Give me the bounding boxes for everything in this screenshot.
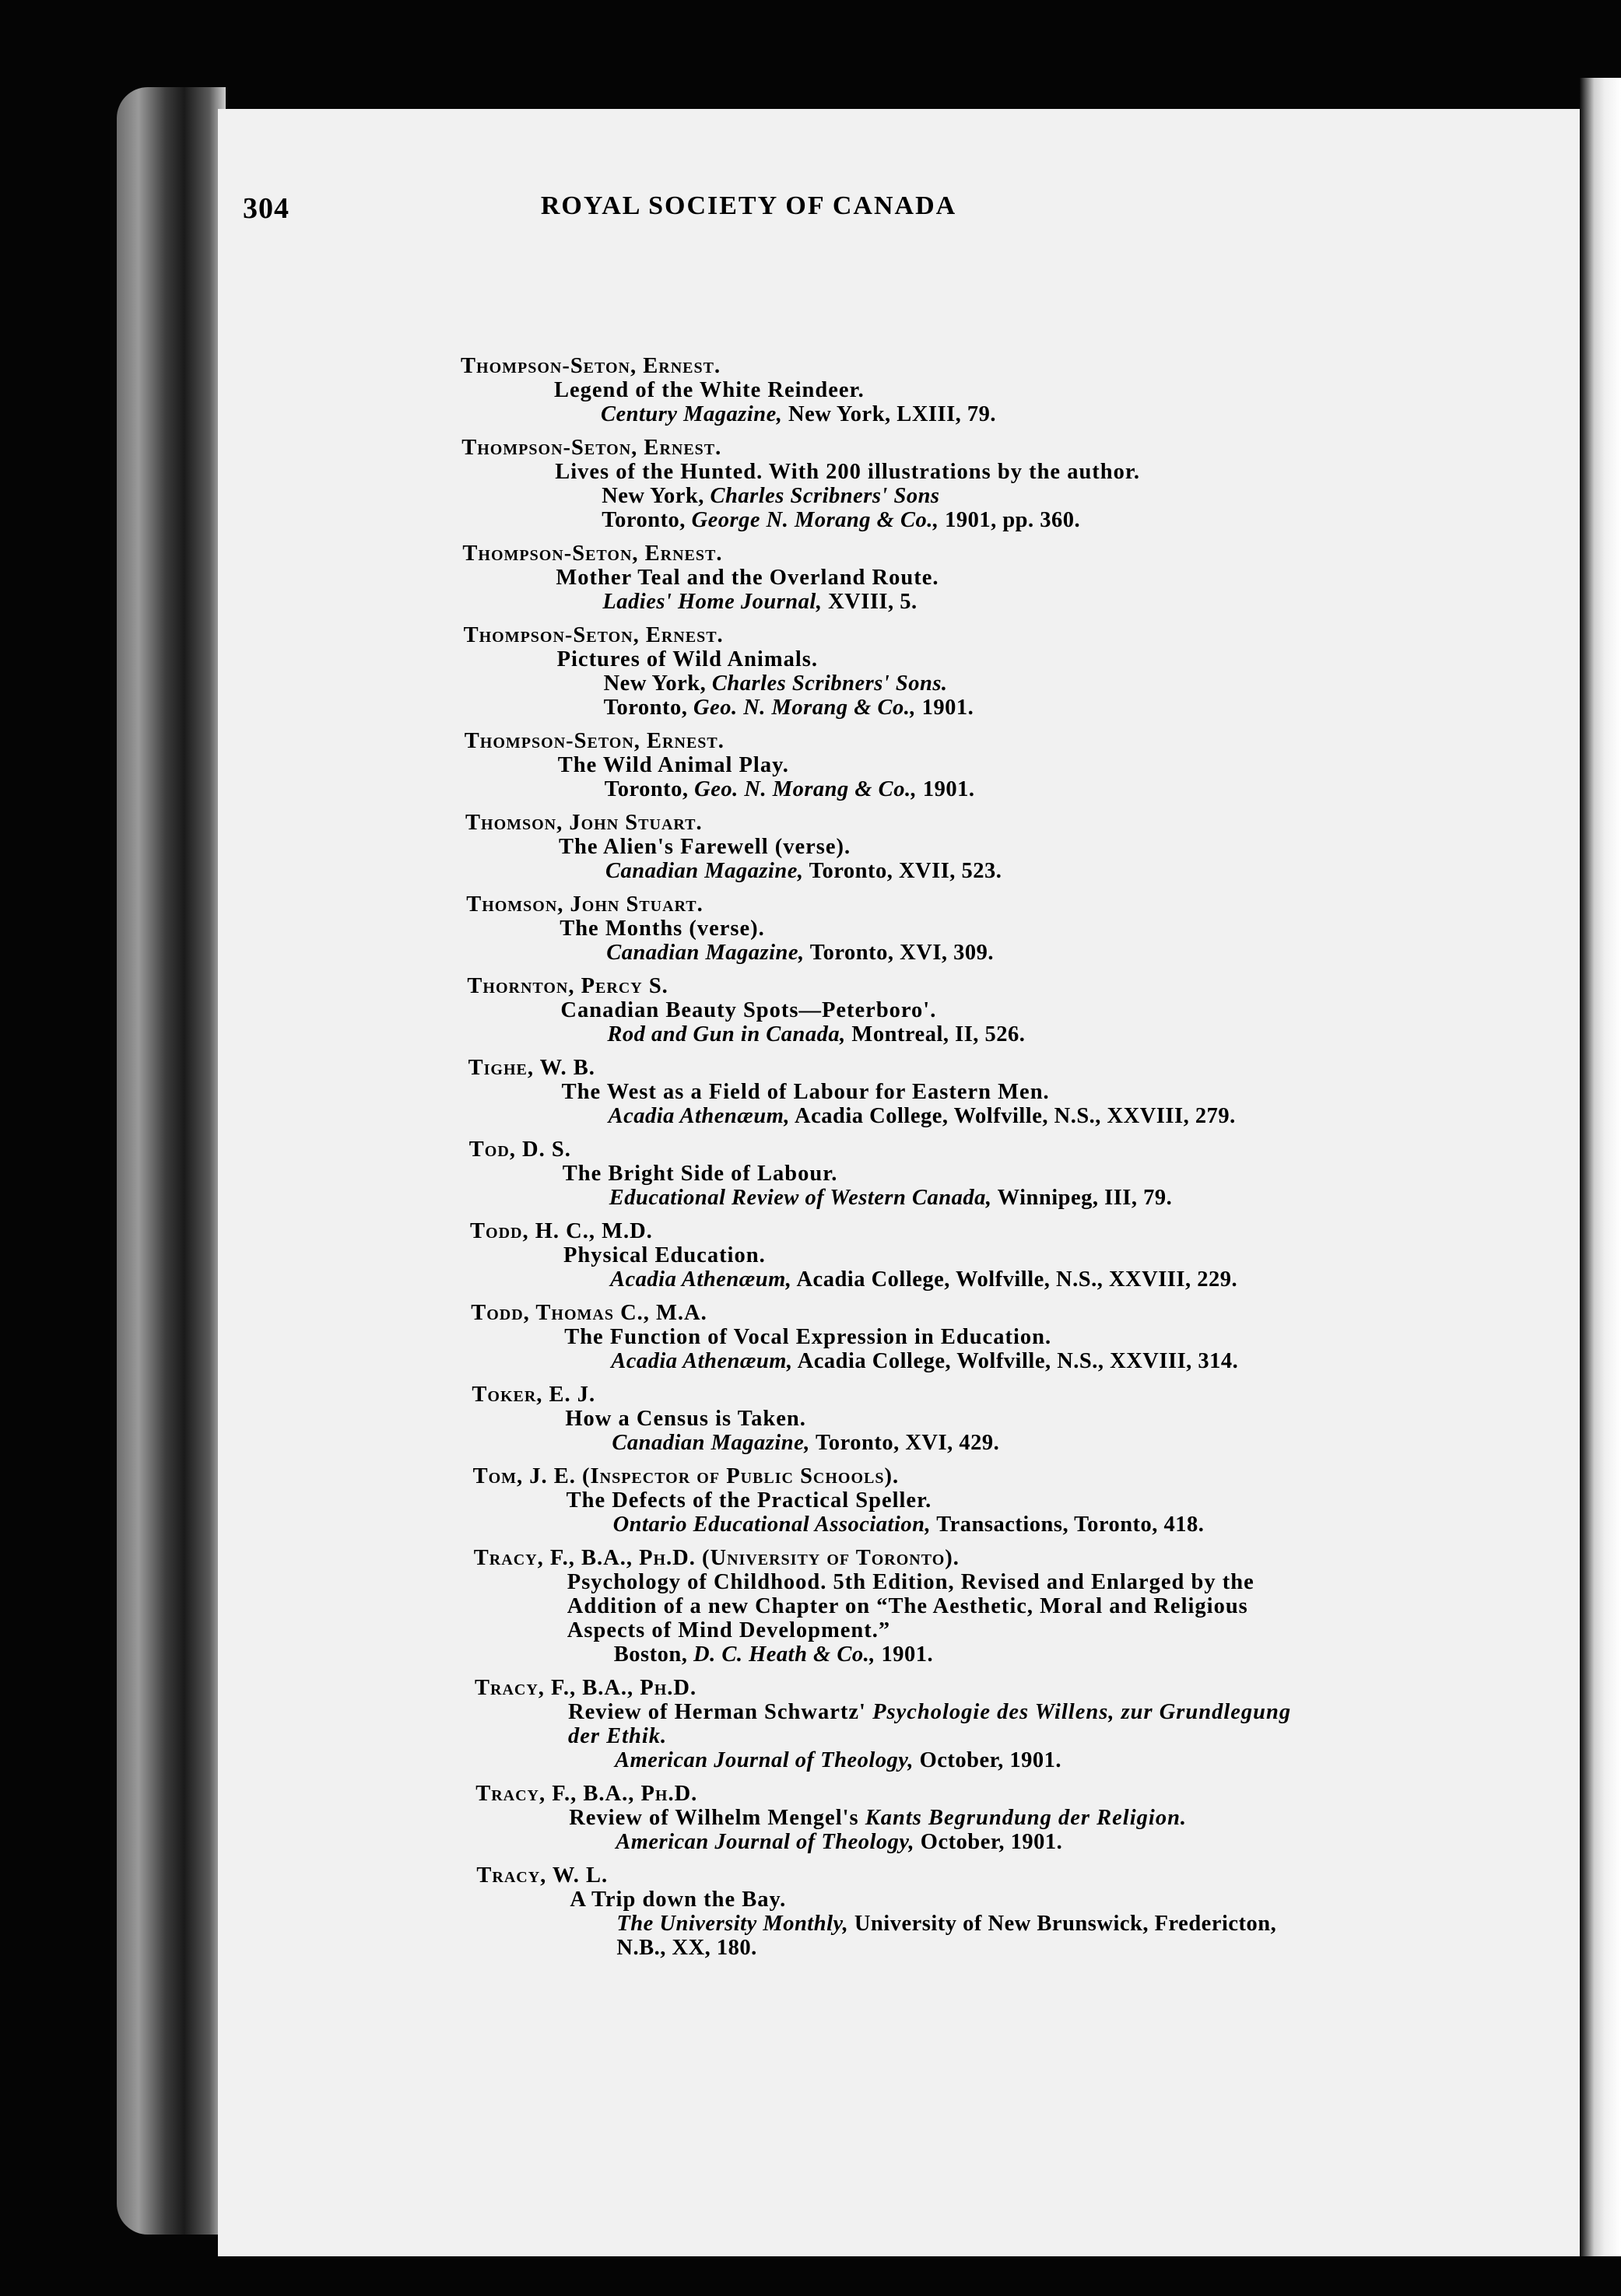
publication-details: October, 1901. — [913, 1748, 1062, 1772]
entry-title: The West as a Field of Labour for Eastern Men. — [561, 1080, 1050, 1104]
entry-author: Tighe, W. B. — [468, 1056, 595, 1080]
publication-name: The University Monthly, — [616, 1912, 849, 1936]
publication-name: Educational Review of Western Canada, — [609, 1186, 992, 1210]
entry-title-work: Kants Begrundung der Religion. — [865, 1806, 1188, 1830]
entry-title: Canadian Beauty Spots—Peterboro'. — [560, 998, 937, 1022]
bibliography-entry — [474, 1546, 1503, 1667]
entry-author: Thompson-Seton, Ernest. — [461, 436, 722, 460]
entry-publication — [465, 777, 1503, 801]
entry-publication — [475, 1748, 1503, 1772]
publication-details: 1901. — [916, 696, 974, 720]
publication-name: Acadia Athenæum, — [610, 1267, 792, 1292]
page-number: 304 — [243, 192, 289, 225]
entry-title-work: Psychologie des Willens, zur Grundlegung — [872, 1700, 1292, 1724]
bibliography-entry — [469, 1137, 1503, 1210]
publication-details: 1901, pp. 360. — [939, 508, 1081, 532]
entry-author: Todd, H. C., M.D. — [470, 1219, 653, 1243]
entry-publication — [466, 941, 1503, 965]
entry-title: The Defects of the Practical Speller. — [566, 1488, 932, 1513]
entry-title: Aspects of Mind Development.” — [567, 1618, 891, 1642]
entry-title: Mother Teal and the Overland Route. — [556, 566, 939, 590]
entry-author: Tom, J. E. (Inspector of Public Schools). — [472, 1464, 900, 1488]
publication-name: Rod and Gun in Canada, — [607, 1022, 846, 1046]
bibliography-entry — [475, 1782, 1503, 1854]
publication-name: Acadia Athenæum, — [611, 1349, 793, 1373]
publication-details: University of New Brunswick, Fredericton, — [848, 1912, 1277, 1936]
entry-title — [475, 1806, 1503, 1830]
publication-details: Winnipeg, III, 79. — [991, 1186, 1173, 1210]
entry-author: Tracy, W. L. — [476, 1863, 609, 1888]
entry-author: Thomson, John Stuart. — [466, 892, 703, 917]
bibliography-entry — [462, 542, 1503, 614]
publication-details: Toronto, XVI, 309. — [804, 941, 995, 965]
entry-author: Thompson-Seton, Ernest. — [463, 623, 724, 647]
entry-title: The Wild Animal Play. — [557, 753, 789, 777]
entry-title: Psychology of Childhood. 5th Edition, Revised and Enlarged by the — [567, 1570, 1254, 1594]
entry-author: Thompson-Seton, Ernest. — [462, 542, 723, 566]
entry-title: Legend of the White Reindeer. — [554, 378, 865, 402]
entry-publication — [471, 1349, 1503, 1373]
bibliography-entry — [470, 1219, 1503, 1292]
publication-details: Transactions, Toronto, 418. — [931, 1513, 1205, 1537]
publication-name: Canadian Magazine, — [605, 859, 804, 883]
publication-details: Toronto, XVII, 523. — [803, 859, 1002, 883]
entry-publication — [472, 1431, 1503, 1455]
running-head: ROYAL SOCIETY OF CANADA — [540, 191, 957, 220]
entry-author: Todd, Thomas C., M.A. — [471, 1301, 707, 1325]
publication-details: Acadia College, Wolfville, N.S., XXVIII, 314. — [792, 1349, 1239, 1373]
entry-publication — [475, 1830, 1503, 1854]
entry-publication — [468, 1104, 1503, 1128]
publication-name: George N. Morang & Co., — [691, 508, 939, 532]
publication-name: Charles Scribners' Sons — [710, 484, 940, 508]
bibliography-entry — [465, 811, 1503, 883]
bibliography-entry — [466, 892, 1503, 965]
entry-author: Thornton, Percy S. — [467, 974, 668, 998]
publication-details: XVIII, 5. — [822, 590, 918, 614]
entry-publication — [464, 696, 1503, 720]
entry-publication — [464, 671, 1503, 696]
publication-name: Geo. N. Morang & Co., — [694, 777, 918, 801]
publication-name: Ladies' Home Journal, — [602, 590, 823, 614]
publication-name: Geo. N. Morang & Co., — [693, 696, 916, 720]
book-spine — [117, 87, 226, 2235]
publication-details: October, 1901. — [914, 1830, 1063, 1854]
bibliography-entry — [472, 1383, 1503, 1455]
entry-title: The Bright Side of Labour. — [562, 1162, 838, 1186]
entry-publication — [461, 402, 1503, 426]
publication-place: Toronto, — [602, 508, 692, 532]
entry-author: Tracy, F., B.A., Ph.D. — [475, 1676, 697, 1700]
bibliography-entry — [464, 623, 1503, 720]
publication-place: New York, — [602, 484, 711, 508]
publication-details: Toronto, XVI, 429. — [809, 1431, 1000, 1455]
bibliography-entry — [471, 1301, 1503, 1373]
entry-author: Thompson-Seton, Ernest. — [461, 354, 721, 378]
entry-author: Tracy, F., B.A., Ph.D. (University of Toronto). — [473, 1546, 960, 1570]
bibliography-entry — [461, 436, 1503, 532]
bibliography-entry — [468, 1056, 1503, 1128]
entry-author: Tracy, F., B.A., Ph.D. — [475, 1782, 698, 1806]
entry-publication — [467, 1022, 1503, 1046]
publication-details: N.B., XX, 180. — [616, 1936, 757, 1960]
entry-title: The Function of Vocal Expression in Education. — [564, 1325, 1052, 1349]
bibliography-entry — [465, 729, 1503, 801]
publication-place: Toronto, — [603, 696, 693, 720]
publication-name: D. C. Heath & Co., — [693, 1642, 875, 1667]
entry-publication — [473, 1513, 1503, 1537]
publication-place: New York, — [603, 671, 712, 696]
publication-details: Montreal, II, 526. — [845, 1022, 1026, 1046]
entry-publication — [476, 1936, 1503, 1960]
bibliography-entry — [476, 1863, 1503, 1960]
entry-title: The Alien's Farewell (verse). — [559, 835, 851, 859]
entry-publication — [461, 484, 1503, 508]
entry-title: Lives of the Hunted. With 200 illustrations by the author. — [555, 460, 1141, 484]
entry-title-text: Review of Herman Schwartz' — [568, 1700, 873, 1724]
entry-publication — [461, 508, 1503, 532]
entry-title: The Months (verse). — [560, 917, 765, 941]
entry-title-work: der Ethik. — [568, 1724, 668, 1748]
entry-title — [475, 1700, 1503, 1724]
publication-name: Canadian Magazine, — [612, 1431, 810, 1455]
entry-title-text: Review of Wilhelm Mengel's — [569, 1806, 865, 1830]
entry-author: Toker, E. J. — [472, 1383, 596, 1407]
publication-details: 1901. — [917, 777, 975, 801]
entry-author: Tod, D. S. — [468, 1137, 571, 1162]
entry-publication — [465, 859, 1503, 883]
publication-name: Charles Scribners' Sons. — [711, 671, 948, 696]
bibliography-entry — [461, 354, 1503, 426]
publication-name: American Journal of Theology, — [615, 1748, 914, 1772]
entry-author: Thomson, John Stuart. — [465, 811, 703, 835]
entry-title: Pictures of Wild Animals. — [556, 647, 818, 671]
publication-place: Boston, — [613, 1642, 693, 1667]
publication-details: 1901. — [875, 1642, 934, 1667]
entry-title: A Trip down the Bay. — [570, 1888, 787, 1912]
entry-author: Thompson-Seton, Ernest. — [464, 729, 725, 753]
entry-publication — [476, 1912, 1503, 1936]
entry-title: Physical Education. — [563, 1243, 766, 1267]
publication-name: Century Magazine, — [601, 402, 783, 426]
entry-title: Addition of a new Chapter on “The Aesthetic, Moral and Religious — [567, 1594, 1248, 1618]
publication-details: New York, LXIII, 79. — [782, 402, 997, 426]
entry-publication — [470, 1267, 1503, 1292]
bibliography-entry — [467, 974, 1503, 1046]
bibliography-list — [461, 354, 1503, 1969]
entry-title: How a Census is Taken. — [565, 1407, 806, 1431]
entry-title-continuation — [475, 1724, 1503, 1748]
page-header — [243, 191, 1239, 238]
publication-place: Toronto, — [604, 777, 695, 801]
publication-name: Canadian Magazine, — [606, 941, 805, 965]
publication-details: Acadia College, Wolfville, N.S., XXVIII, 229. — [791, 1267, 1238, 1292]
entry-publication — [469, 1186, 1503, 1210]
publication-name: American Journal of Theology, — [616, 1830, 915, 1854]
publication-details: Acadia College, Wolfville, N.S., XXVIII, 279. — [790, 1104, 1236, 1128]
publication-name: Ontario Educational Association, — [612, 1513, 932, 1537]
entry-publication — [474, 1642, 1503, 1667]
publication-name: Acadia Athenæum, — [608, 1104, 790, 1128]
bibliography-entry — [473, 1464, 1503, 1537]
entry-publication — [462, 590, 1503, 614]
bibliography-entry — [475, 1676, 1503, 1772]
facing-page-edge — [1580, 78, 1621, 2256]
